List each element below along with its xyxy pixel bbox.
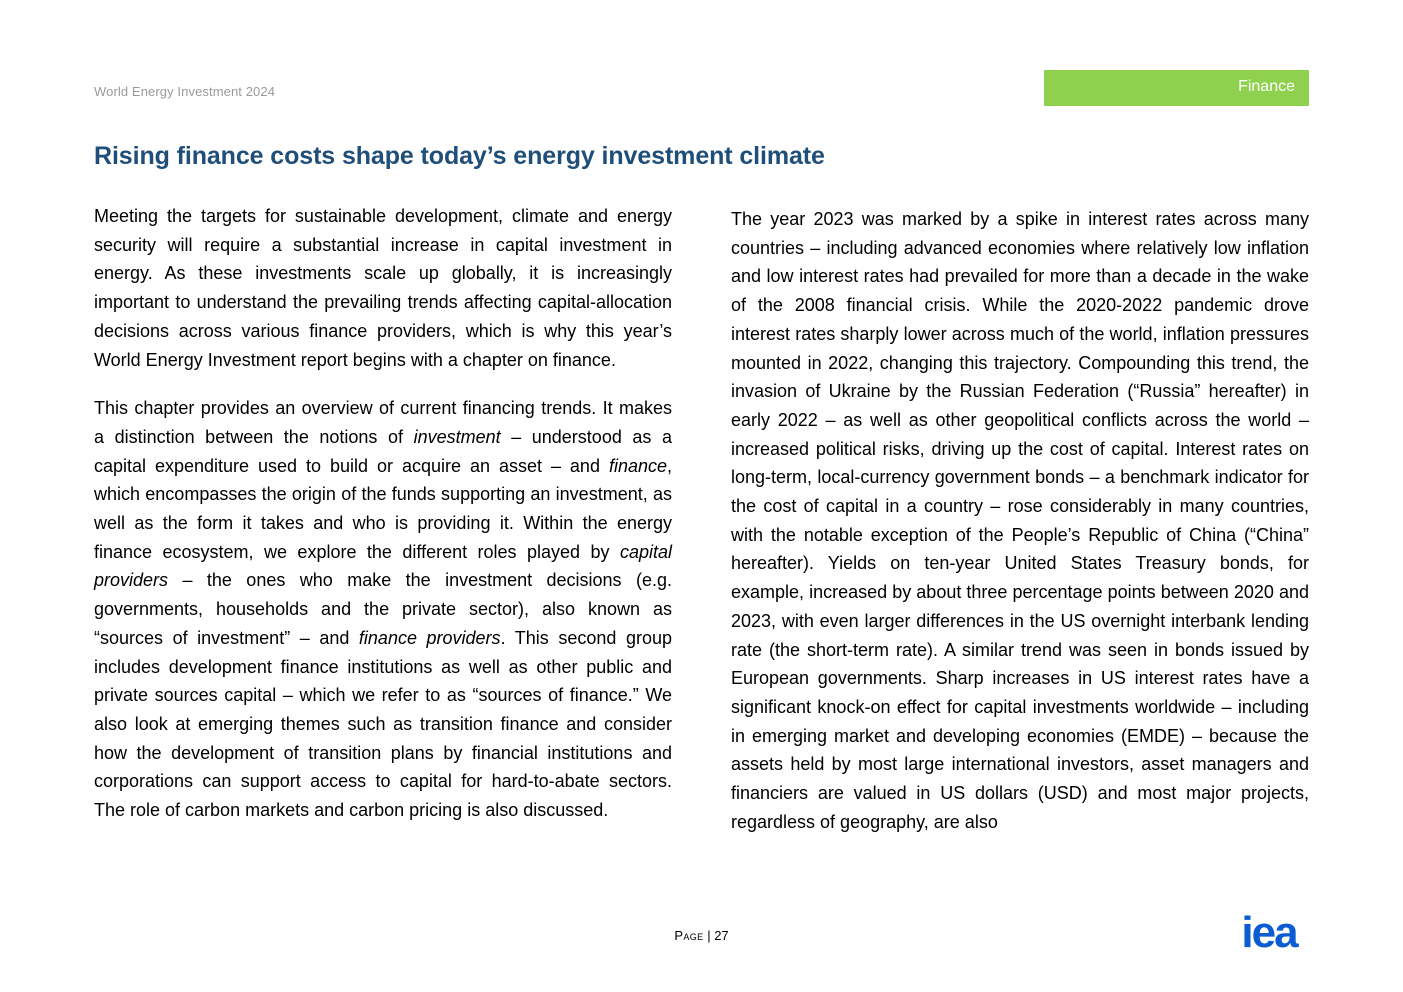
page-label: Page <box>674 928 704 943</box>
report-title: World Energy Investment 2024 <box>94 84 276 99</box>
page-separator: | <box>703 928 715 943</box>
text-run: This chapter provides an overview of current financing trends. It makes a distinction between the notions of <box>94 398 672 447</box>
term-capital-providers: capital providers <box>94 541 672 591</box>
intro-paragraph: Meeting the targets for sustainable development, climate and energy security will require a substantial increase in capital investment in energy. As these investments scale up globally, it is increasingly important to understand the prevailing trends affecting capital-allocation decisions across various finance providers, which is why this year’s World Energy Investment report begins with a chapter on finance. <box>94 206 672 370</box>
chapter-overview-paragraph <box>94 394 672 825</box>
term-investment: investment <box>413 426 501 447</box>
iea-logo <box>1229 914 1309 950</box>
page-number-footer <box>0 928 1403 943</box>
text-run: . This second group includes development finance institutions as well as other public and private sources capital – which we refer to as “sources of finance.” We also look at emerging themes such as transition finance and consider how the development of transition plans by financial institutions and corporations can support access to capital for hard-to-abate sectors. The role of carbon markets and carbon pricing is also discussed. <box>94 627 673 821</box>
text-run: , which encompasses the origin of the funds supporting an investment, as well as the form it takes and who is providing it. Within the energy finance ecosystem, we explore the different roles played by <box>94 455 672 562</box>
section-tag <box>1044 70 1309 106</box>
page-number: 27 <box>714 928 729 943</box>
section-tag-label: Finance <box>1238 78 1295 95</box>
interest-rates-paragraph: The year 2023 was marked by a spike in interest rates across many countries – including advanced economies where relatively low inflation and low interest rates had prevailed for more than a decade in the wake of the 2008 financial crisis. While the 2020-2022 pandemic drove interest rates sharply lower across much of the world, inflation pressures mounted in 2022, changing this trajectory. Compounding this trend, the invasion of Ukraine by the Russian Federation (“Russia” hereafter) in early 2022 – as well as other geopolitical conflicts across the world – increased political risks, driving up the cost of capital. Interest rates on long-term, local-currency government bonds – a benchmark indicator for the cost of capital in a country – rose considerably in many countries, with the notable exception of the People’s Republic of China (“China” hereafter). Yields on ten-year United States Treasury bonds, for example, increased by about three percentage points between 2020 and 2023, with even larger differences in the US overnight interbank lending rate (the short-term rate). A similar trend was seen in bonds issued by European governments. Sharp increases in US interest rates have a significant knock-on effect for capital investments worldwide – including in emerging market and developing economies (EMDE) – because the assets held by most large international investors, asset managers and financiers are valued in US dollars (USD) and most major projects, regardless of geography, are also <box>731 209 1309 832</box>
left-column <box>94 202 672 825</box>
term-finance: finance <box>608 455 667 476</box>
text-run: – the ones who make the investment decisions (e.g. governments, households and the private sector), also known as “sources of investment” – and <box>94 570 672 648</box>
text-run: – understood as a capital expenditure used to build or acquire an asset – and <box>94 426 672 476</box>
term-finance-providers: finance providers <box>358 627 501 648</box>
page-headline: Rising finance costs shape today’s energy investment climate <box>94 142 825 170</box>
iea-logo-text: iea <box>1241 914 1297 950</box>
right-column <box>731 205 1309 836</box>
